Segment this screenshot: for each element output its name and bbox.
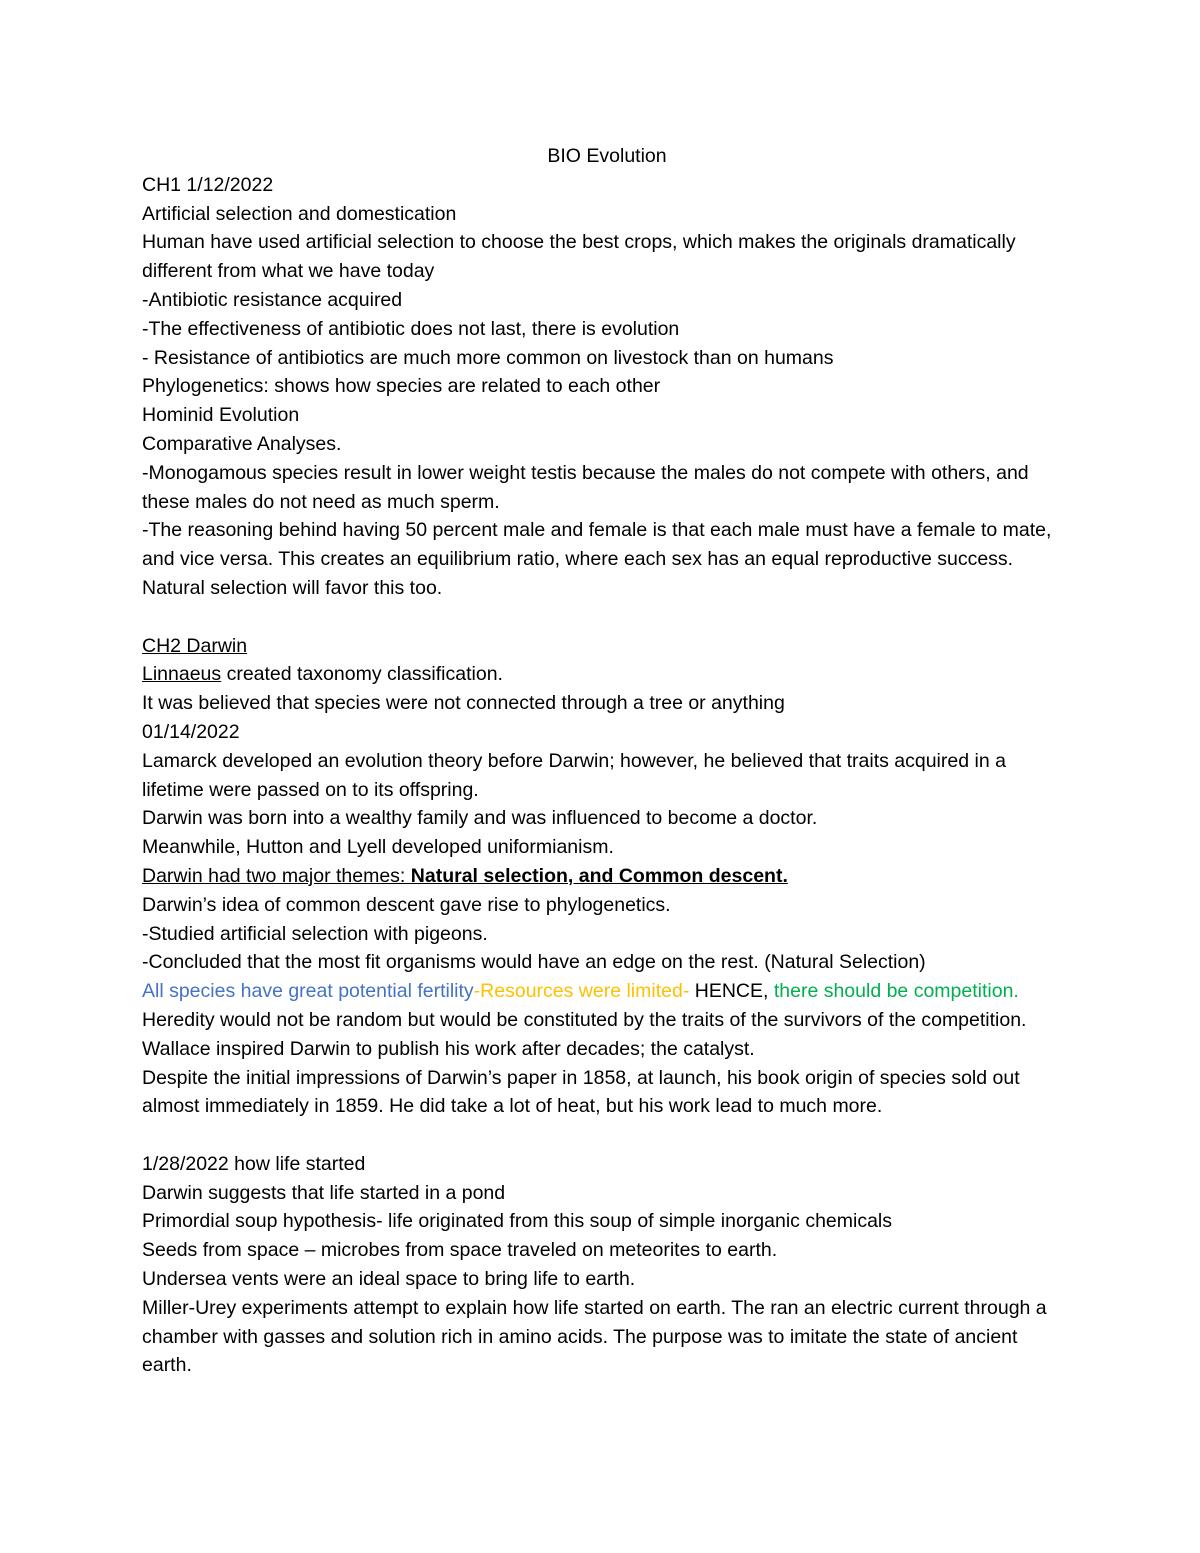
text-line: Meanwhile, Hutton and Lyell developed uniformianism. <box>142 836 614 859</box>
themes-bold: Natural selection, and Common descent. <box>410 864 788 887</box>
linnaeus-line <box>142 660 1072 689</box>
text-line: -The effectiveness of antibiotic does not last, there is evolution <box>142 317 680 340</box>
resources-text: Resources were limited- <box>480 980 690 1003</box>
text-line: -Monogamous species result in lower weight testis because the males do not compete with others, and these males do not need as much sperm. <box>142 461 1029 513</box>
hence-text: HENCE, <box>689 980 774 1003</box>
text-line: Undersea vents were an ideal space to bring life to earth. <box>142 1268 636 1291</box>
heredity-text: Heredity would not be random but would be constituted by the traits of the survivors of the competition. <box>142 1008 1027 1031</box>
text-line: Phylogenetics: shows how species are related to each other <box>142 375 661 398</box>
linnaeus-text: created taxonomy classification. <box>221 663 503 686</box>
document-body <box>142 142 1072 1380</box>
text-line: Comparative Analyses. <box>142 432 342 455</box>
text-line: Lamarck developed an evolution theory before Darwin; however, he believed that traits acquired in a lifetime were passed on to its offspring. <box>142 749 1006 801</box>
text-line: Seeds from space – microbes from space traveled on meteorites to earth. <box>142 1239 778 1262</box>
text-line: Darwin was born into a wealthy family and was influenced to become a doctor. <box>142 807 818 830</box>
text-line: -Concluded that the most fit organisms would have an edge on the rest. (Natural Selection) <box>142 951 926 974</box>
linnaeus-name: Linnaeus <box>142 663 222 686</box>
ch1-heading: CH1 1/12/2022 <box>142 173 274 196</box>
text-line: -Studied artificial selection with pigeons. <box>142 922 488 945</box>
text-line: Miller-Urey experiments attempt to explain how life started on earth. The ran an electric current through a chamber with gasses and solution rich in amino acids. The purpose was to imitate the state of ancient earth. <box>142 1296 1047 1377</box>
life-heading: 1/28/2022 how life started <box>142 1152 366 1175</box>
themes-line <box>142 862 1072 891</box>
ch2-heading: CH2 Darwin <box>142 634 248 657</box>
text-line: Darwin suggests that life started in a pond <box>142 1181 506 1204</box>
document-title: BIO Evolution <box>547 145 667 167</box>
text-line: Despite the initial impressions of Darwin’s paper in 1858, at launch, his book origin of species sold out almost immediately in 1859. He did take a lot of heat, but his work lead to much more. <box>142 1066 1020 1118</box>
text-line: - Resistance of antibiotics are much more common on livestock than on humans <box>142 346 834 369</box>
dash-text: - <box>473 980 481 1003</box>
text-line: Darwin’s idea of common descent gave rise to phylogenetics. <box>142 893 671 916</box>
date-line: 01/14/2022 <box>142 720 240 743</box>
colored-paragraph <box>142 977 1072 1035</box>
blank-line <box>142 1121 1072 1150</box>
text-line: Primordial soup hypothesis- life originated from this soup of simple inorganic chemicals <box>142 1210 893 1233</box>
fertility-text: All species have great potential fertility <box>142 980 474 1003</box>
text-line: Artificial selection and domestication <box>142 202 457 225</box>
text-line: Wallace inspired Darwin to publish his work after decades; the catalyst. <box>142 1037 755 1060</box>
blank-line <box>142 603 1072 632</box>
themes-text: Darwin had two major themes: <box>142 864 411 887</box>
text-line: -Antibiotic resistance acquired <box>142 288 403 311</box>
competition-text: there should be competition. <box>773 980 1019 1003</box>
text-line: Human have used artificial selection to choose the best crops, which makes the originals dramatically different from what we have today <box>142 231 1016 283</box>
text-line: It was believed that species were not connected through a tree or anything <box>142 692 785 715</box>
text-line: -The reasoning behind having 50 percent male and female is that each male must have a female to mate, and vice versa. This creates an equilibrium ratio, where each sex has an equal reproductive success. Natural selection will favor this too. <box>142 519 1052 599</box>
text-line: Hominid Evolution <box>142 404 300 427</box>
